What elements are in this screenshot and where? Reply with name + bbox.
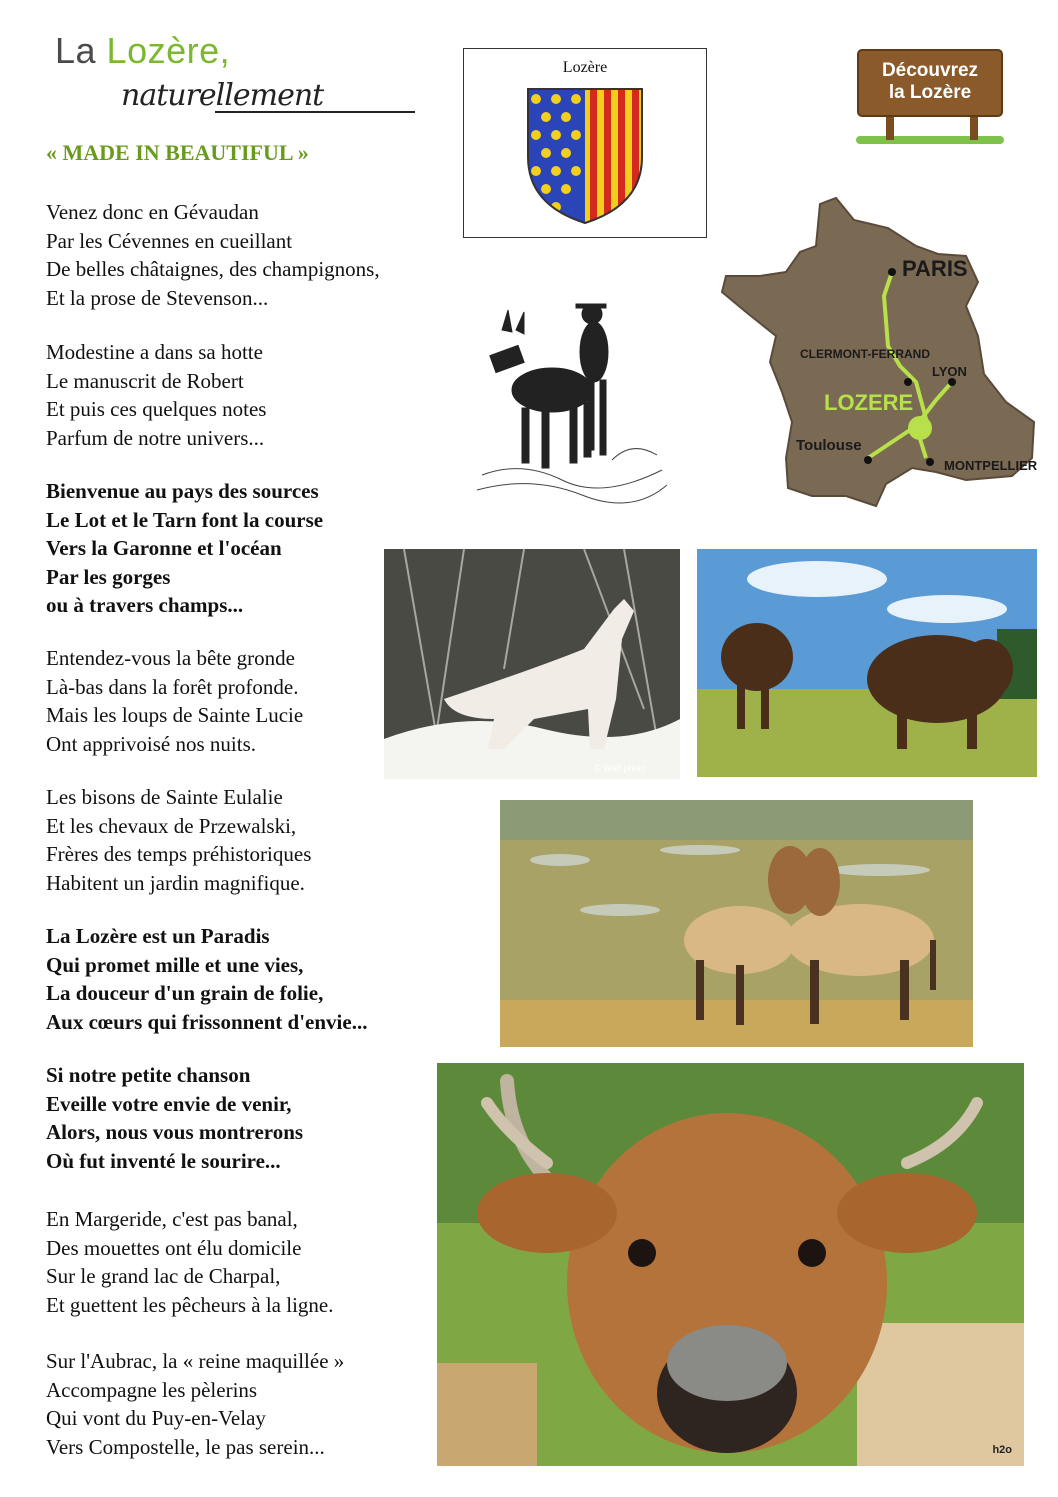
poem-line: Eveille votre envie de venir,	[46, 1091, 292, 1116]
poem-line: Les bisons de Sainte Eulalie	[46, 785, 283, 809]
lozere-marker	[908, 416, 932, 440]
poem-line: Des mouettes ont élu domicile	[46, 1235, 302, 1260]
poem-line: Ont apprivoisé nos nuits.	[46, 731, 256, 756]
przewalski-horses-photo	[500, 800, 973, 1047]
stanza	[46, 338, 266, 452]
poem-line: Venez donc en Gévaudan	[46, 200, 259, 224]
logo-prefix: La	[55, 30, 107, 71]
poem-line: Alors, nous vous montrerons	[46, 1120, 304, 1144]
stanza	[46, 477, 323, 620]
poem-line: Le Lot et le Tarn font la course	[46, 507, 324, 532]
map-label-lyon: LYON	[932, 364, 967, 379]
poem-line: La Lozère est un Paradis	[46, 924, 270, 948]
poem-line: De belles châtaignes, des champignons,	[46, 257, 380, 281]
poem-line: Si notre petite chanson	[46, 1063, 251, 1087]
poem-line: Le manuscrit de Robert	[46, 368, 244, 393]
poem-line: Bienvenue au pays des sources	[46, 479, 319, 503]
poem-line: Qui promet mille et une vies,	[46, 952, 304, 977]
poem-line: Par les Cévennes en cueillant	[46, 228, 293, 253]
signpost-line1: Découvrez	[881, 60, 979, 81]
poem-line: Frères des temps préhistoriques	[46, 842, 312, 866]
poem-line: Vers Compostelle, le pas serein...	[46, 1434, 325, 1459]
france-map	[716, 196, 1046, 516]
poem-line: Entendez-vous la bête gronde	[46, 646, 295, 670]
poem-line: Accompagne les pèlerins	[46, 1377, 258, 1402]
poem-line: Et la prose de Stevenson...	[46, 285, 269, 310]
map-label-toulouse: Toulouse	[796, 437, 862, 454]
coat-of-arms-shield-icon	[526, 87, 644, 225]
aubrac-cow-photo	[437, 1063, 1024, 1466]
poem-line: Sur le grand lac de Charpal,	[46, 1264, 281, 1288]
map-label-lozere: LOZERE	[824, 390, 914, 415]
stanza	[46, 922, 367, 1036]
stanza	[46, 1061, 303, 1175]
poem-line: Où fut inventé le sourire...	[46, 1148, 281, 1173]
stanza	[46, 198, 380, 312]
poem-line: Modestine a dans sa hotte	[46, 340, 263, 364]
signpost-line2: la Lozère	[888, 82, 972, 103]
coat-of-arms-caption: Lozère	[562, 59, 608, 76]
poem-line: Mais les loups de Sainte Lucie	[46, 703, 304, 727]
coat-of-arms-box	[463, 48, 707, 238]
poem-line: Par les gorges	[46, 564, 171, 589]
svg-text:© Wolf photo: © Wolf photo	[594, 763, 646, 773]
stanza	[46, 1205, 333, 1319]
poem-line: Et les chevaux de Przewalski,	[46, 813, 297, 838]
logo-swash	[215, 110, 415, 114]
stanza	[46, 1347, 344, 1461]
bison-photo	[697, 549, 1037, 777]
poem-line: La douceur d'un grain de folie,	[46, 981, 324, 1005]
poem-line: Vers la Garonne et l'océan	[46, 536, 282, 560]
wolf-photo	[384, 549, 680, 779]
map-label-paris: PARIS	[902, 256, 968, 281]
cow-photo-credit: h2o	[992, 1444, 1012, 1456]
stanza	[46, 783, 311, 897]
poem-line: En Margeride, c'est pas banal,	[46, 1207, 298, 1231]
poem-line: Habitent un jardin magnifique.	[46, 870, 305, 895]
map-label-montpellier: MONTPELLIER	[944, 458, 1038, 473]
logo-tagline: naturellement	[121, 78, 324, 113]
poem-line: Et guettent les pêcheurs à la ligne.	[46, 1292, 334, 1317]
logo-title	[55, 30, 375, 72]
poem-line: Qui vont du Puy-en-Velay	[46, 1406, 266, 1430]
logo	[55, 30, 375, 120]
poem-line: Aux cœurs qui frissonnent d'envie...	[46, 1009, 368, 1034]
poem-line: Là-bas dans la forêt profonde.	[46, 674, 299, 699]
discover-lozere-signpost	[852, 48, 1008, 146]
poem-subtitle: « MADE IN BEAUTIFUL »	[46, 140, 309, 165]
poem-line: Sur l'Aubrac, la « reine maquillée »	[46, 1349, 345, 1373]
logo-highlight: Lozère,	[106, 30, 231, 71]
poem-line: Parfum de notre univers...	[46, 425, 265, 450]
poem-line: ou à travers champs...	[46, 593, 244, 617]
stevenson-donkey-drawing	[472, 290, 672, 505]
poem-line: Et puis ces quelques notes	[46, 397, 267, 421]
map-label-clermont: CLERMONT-FERRAND	[800, 347, 930, 361]
stanza	[46, 644, 303, 758]
